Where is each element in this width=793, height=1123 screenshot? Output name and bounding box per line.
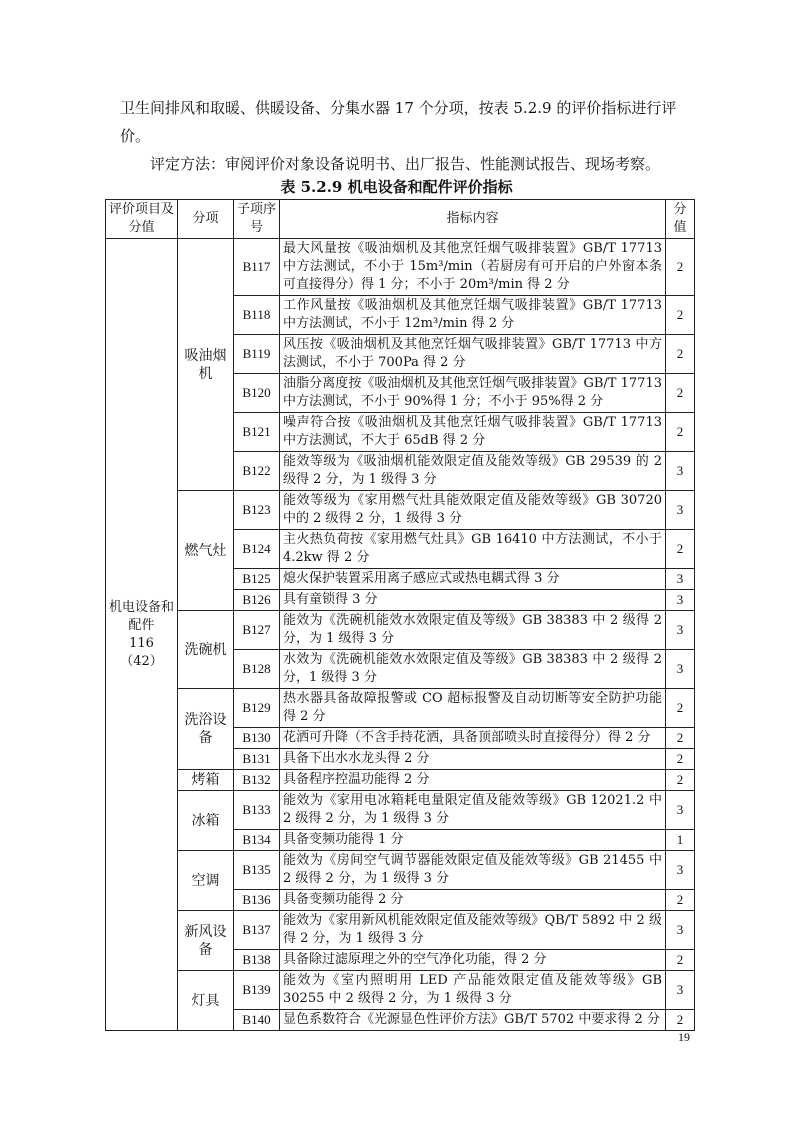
score-cell: 3	[666, 452, 695, 491]
header-score: 分值	[666, 200, 695, 239]
category-line: 机电设备和配件	[109, 599, 175, 633]
content-cell: 能效为《家用新风机能效限定值及能效等级》QB/T 5892 中 2 级得 2 分，为 1 级得 3 分	[280, 911, 666, 950]
content-cell: 主火热负荷按《家用燃气灶具》GB 16410 中方法测试，不小于 4.2kw 得 2 分	[280, 530, 666, 569]
content-cell: 显色系数符合《光源显色性评价方法》GB/T 5702 中要求得 2 分	[280, 1010, 666, 1031]
content-cell: 油脂分离度按《吸油烟机及其他烹饪烟气吸排装置》GB/T 17713 中方法测试，不小于 90%得 1 分；不小于 95%得 2 分	[280, 374, 666, 413]
header-subitem: 分项	[178, 200, 234, 239]
subitem-cell: 洗碗机	[178, 611, 234, 689]
code-cell: B133	[234, 791, 280, 830]
code-cell: B139	[234, 971, 280, 1010]
score-cell: 2	[666, 335, 695, 374]
score-cell: 2	[666, 1010, 695, 1031]
code-cell: B117	[234, 239, 280, 296]
header-code: 子项序号	[234, 200, 280, 239]
table-header-row	[106, 200, 695, 239]
score-cell: 3	[666, 791, 695, 830]
code-cell: B127	[234, 611, 280, 650]
content-cell: 能效为《家用电冰箱耗电量限定值及能效等级》GB 12021.2 中 2 级得 2 分，为 1 级得 3 分	[280, 791, 666, 830]
code-cell: B131	[234, 749, 280, 770]
table-row	[106, 911, 695, 950]
code-cell: B124	[234, 530, 280, 569]
content-cell: 热水器具备故障报警或 CO 超标报警及自动切断等安全防护功能得 2 分	[280, 689, 666, 728]
intro-paragraph: 卫生间排风和取暖、供暖设备、分集水器 17 个分项，按表 5.2.9 的评价指标进行评价。	[120, 99, 677, 145]
code-cell: B138	[234, 950, 280, 971]
content-cell: 能效等级为《家用燃气灶具能效限定值及能效等级》GB 30720 中的 2 级得 2 分，1 级得 3 分	[280, 491, 666, 530]
score-cell: 2	[666, 770, 695, 791]
content-cell: 最大风量按《吸油烟机及其他烹饪烟气吸排装置》GB/T 17713 中方法测试，不小于 15m³/min（若厨房有可开启的户外窗本条可直接得分）得 1 分；不小于 20m³/min 得 2 分	[280, 239, 666, 296]
subitem-cell: 吸油烟机	[178, 239, 234, 491]
score-cell: 2	[666, 890, 695, 911]
category-cell	[106, 239, 178, 1031]
code-cell: B137	[234, 911, 280, 950]
evaluation-table	[105, 199, 695, 1031]
code-cell: B121	[234, 413, 280, 452]
content-cell: 熄火保护装置采用离子感应式或热电耦式得 3 分	[280, 569, 666, 590]
score-cell: 2	[666, 728, 695, 749]
code-cell: B129	[234, 689, 280, 728]
score-cell: 2	[666, 239, 695, 296]
content-cell: 具备下出水水龙头得 2 分	[280, 749, 666, 770]
code-cell: B130	[234, 728, 280, 749]
score-cell: 3	[666, 590, 695, 611]
code-cell: B125	[234, 569, 280, 590]
table-row	[106, 851, 695, 890]
score-cell: 2	[666, 296, 695, 335]
content-cell: 具有童锁得 3 分	[280, 590, 666, 611]
score-cell: 2	[666, 950, 695, 971]
score-cell: 3	[666, 911, 695, 950]
score-cell: 2	[666, 689, 695, 728]
code-cell: B122	[234, 452, 280, 491]
content-cell: 噪声符合按《吸油烟机及其他烹饪烟气吸排装置》GB/T 17713 中方法测试，不大于 65dB 得 2 分	[280, 413, 666, 452]
content-cell: 花洒可升降（不含手持花洒，具备顶部喷头时直接得分）得 2 分	[280, 728, 666, 749]
code-cell: B123	[234, 491, 280, 530]
subitem-cell: 烤箱	[178, 770, 234, 791]
subitem-cell: 冰箱	[178, 791, 234, 851]
method-paragraph: 评定方法：审阅评价对象设备说明书、出厂报告、性能测试报告、现场考察。	[150, 155, 661, 173]
code-cell: B140	[234, 1010, 280, 1031]
content-cell: 能效为《洗碗机能效水效限定值及等级》GB 38383 中 2 级得 2 分，为 1 级得 3 分	[280, 611, 666, 650]
table-row	[106, 611, 695, 650]
code-cell: B128	[234, 650, 280, 689]
score-cell: 2	[666, 530, 695, 569]
header-content: 指标内容	[280, 200, 666, 239]
code-cell: B126	[234, 590, 280, 611]
score-cell: 3	[666, 650, 695, 689]
category-line: （42）	[120, 653, 163, 669]
code-cell: B120	[234, 374, 280, 413]
table-row	[106, 491, 695, 530]
content-cell: 能效为《房间空气调节器能效限定值及能效等级》GB 21455 中 2 级得 2 分，为 1 级得 3 分	[280, 851, 666, 890]
table-row	[106, 770, 695, 791]
table-row	[106, 971, 695, 1010]
code-cell: B119	[234, 335, 280, 374]
score-cell: 3	[666, 611, 695, 650]
content-cell: 具备除过滤原理之外的空气净化功能，得 2 分	[280, 950, 666, 971]
score-cell: 3	[666, 569, 695, 590]
category-line: 116	[129, 635, 154, 651]
content-cell: 风压按《吸油烟机及其他烹饪烟气吸排装置》GB/T 17713 中方法测试，不小于 700Pa 得 2 分	[280, 335, 666, 374]
table-caption: 表 5.2.9 机电设备和配件评价指标	[280, 178, 513, 196]
table-body	[106, 239, 695, 1031]
code-cell: B132	[234, 770, 280, 791]
score-cell: 3	[666, 491, 695, 530]
table-row	[106, 689, 695, 728]
content-cell: 能效等级为《吸油烟机能效限定值及能效等级》GB 29539 的 2 级得 2 分，为 1 级得 3 分	[280, 452, 666, 491]
page-number: 19	[678, 1030, 690, 1044]
table-row	[106, 791, 695, 830]
score-cell: 3	[666, 851, 695, 890]
score-cell: 2	[666, 413, 695, 452]
subitem-cell: 空调	[178, 851, 234, 911]
code-cell: B118	[234, 296, 280, 335]
content-cell: 具备程序控温功能得 2 分	[280, 770, 666, 791]
subitem-cell: 灯具	[178, 971, 234, 1031]
subitem-cell: 新风设备	[178, 911, 234, 971]
content-cell: 能效为《室内照明用 LED 产品能效限定值及能效等级》GB 30255 中 2 级得 2 分，为 1 级得 3 分	[280, 971, 666, 1010]
score-cell: 2	[666, 749, 695, 770]
score-cell: 3	[666, 971, 695, 1010]
content-cell: 具备变频功能得 2 分	[280, 890, 666, 911]
content-cell: 工作风量按《吸油烟机及其他烹饪烟气吸排装置》GB/T 17713 中方法测试，不小于 12m³/min 得 2 分	[280, 296, 666, 335]
table-row	[106, 239, 695, 296]
subitem-cell: 燃气灶	[178, 491, 234, 611]
code-cell: B135	[234, 851, 280, 890]
subitem-cell: 洗浴设备	[178, 689, 234, 770]
score-cell: 2	[666, 374, 695, 413]
code-cell: B134	[234, 830, 280, 851]
content-cell: 水效为《洗碗机能效水效限定值及等级》GB 38383 中 2 级得 2 分，1 级得 3 分	[280, 650, 666, 689]
code-cell: B136	[234, 890, 280, 911]
content-cell: 具备变频功能得 1 分	[280, 830, 666, 851]
score-cell: 1	[666, 830, 695, 851]
header-category: 评价项目及分值	[106, 200, 178, 239]
